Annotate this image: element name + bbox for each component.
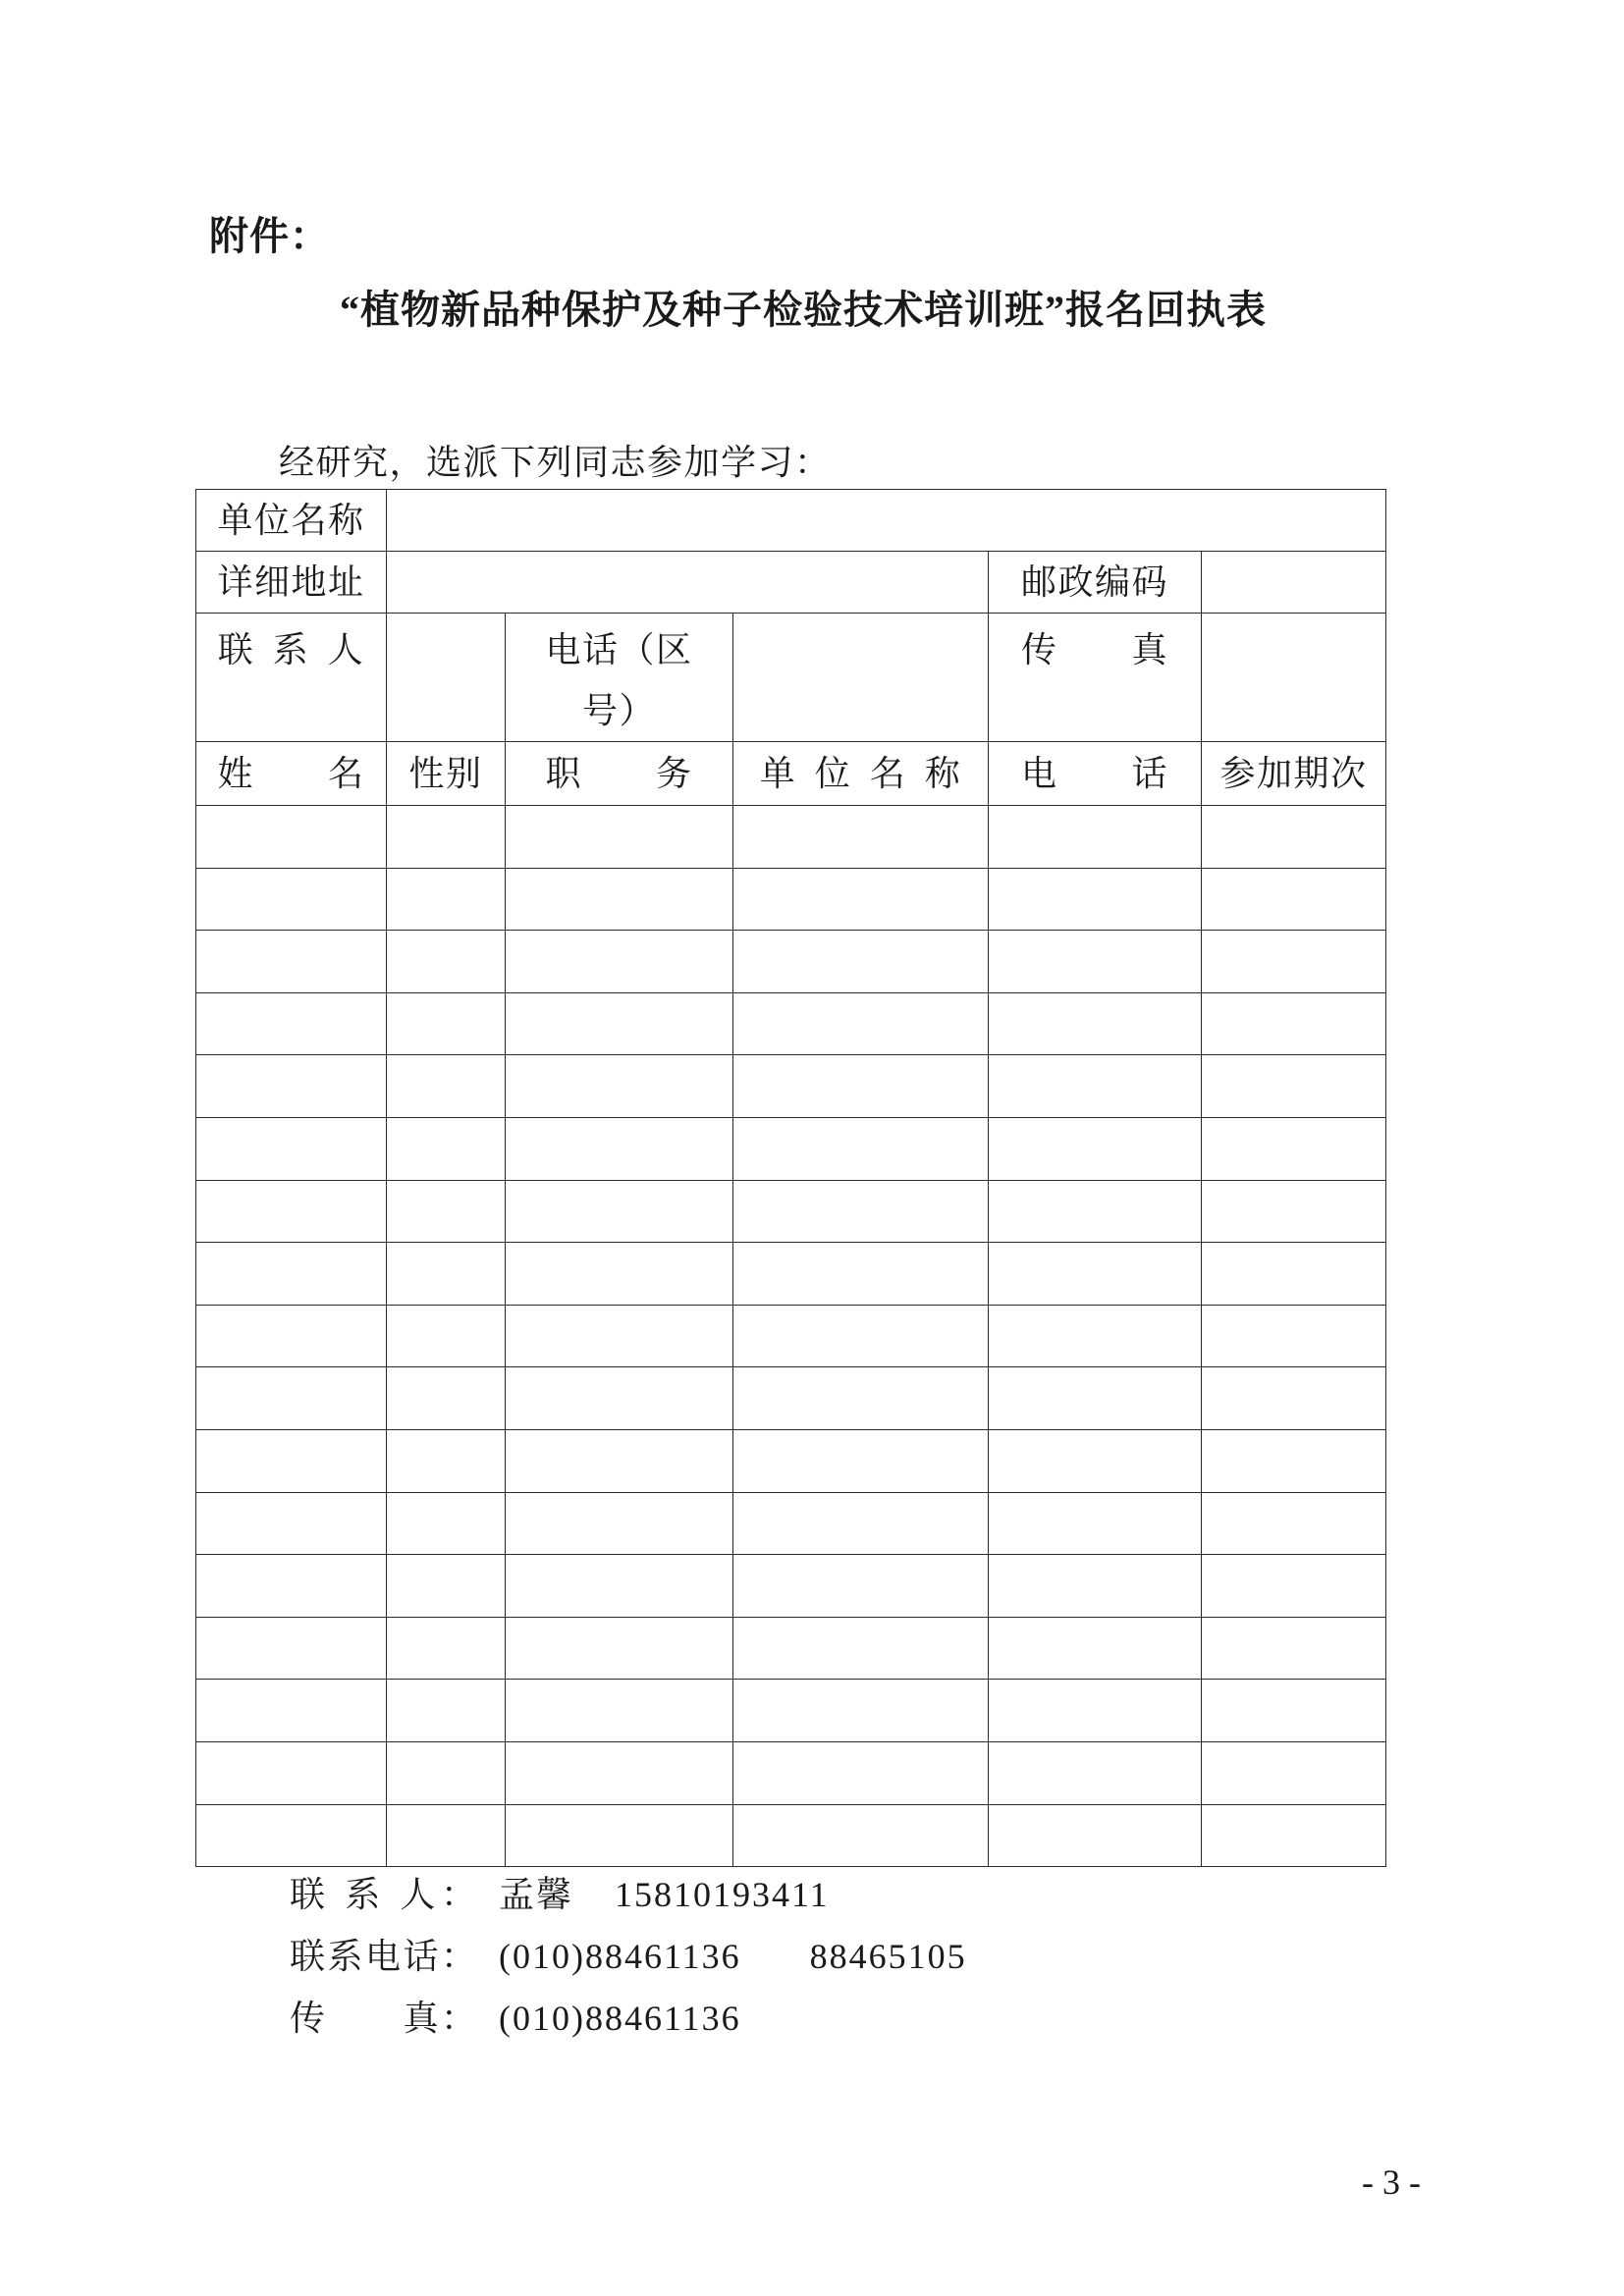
fax-number: (010)88461136 (499, 1999, 741, 2038)
participant-row (196, 1117, 1386, 1180)
participant-phone-cell (989, 1680, 1202, 1742)
participant-session-cell (1202, 1617, 1386, 1680)
participant-phone-cell (989, 1741, 1202, 1804)
contact-tel-line (290, 1926, 967, 1988)
fax-label: 传 真 (989, 614, 1202, 742)
participant-phone-cell (989, 1429, 1202, 1492)
participant-phone-cell (989, 1243, 1202, 1306)
participant-position-cell (506, 806, 733, 869)
participant-unit-cell (733, 1680, 989, 1742)
participant-unit-cell (733, 1741, 989, 1804)
participant-phone-cell (989, 1117, 1202, 1180)
participant-name-cell (196, 1555, 387, 1618)
participant-row (196, 1617, 1386, 1680)
participant-gender-cell (387, 931, 506, 993)
participant-unit-cell (733, 1243, 989, 1306)
participant-row (196, 1055, 1386, 1118)
participant-phone-cell (989, 931, 1202, 993)
unit-row (196, 490, 1386, 552)
participant-phone-cell (989, 1617, 1202, 1680)
participant-row (196, 931, 1386, 993)
participant-position-cell (506, 868, 733, 931)
contact-person-label: 联 系 人 (196, 614, 387, 742)
participant-row (196, 868, 1386, 931)
participant-name-cell (196, 1055, 387, 1118)
participant-session-cell (1202, 868, 1386, 931)
participant-position-cell (506, 992, 733, 1055)
participant-gender-cell (387, 1741, 506, 1804)
contact-fax-line (290, 1988, 967, 2050)
footer-fax-label: 传 真： (290, 1999, 476, 2038)
phone-area-code-label: 电话（区号） (506, 614, 733, 742)
participant-unit-cell (733, 1555, 989, 1618)
unit-name-value (387, 490, 1386, 552)
participant-name-cell (196, 1243, 387, 1306)
participant-phone-cell (989, 1367, 1202, 1430)
address-value (387, 552, 989, 614)
participant-row (196, 1305, 1386, 1367)
participant-name-cell (196, 1305, 387, 1367)
participant-phone-cell (989, 1555, 1202, 1618)
participant-phone-cell (989, 868, 1202, 931)
participant-gender-cell (387, 868, 506, 931)
participant-position-cell (506, 1367, 733, 1430)
participant-gender-cell (387, 1617, 506, 1680)
participant-gender-cell (387, 1305, 506, 1367)
participant-name-cell (196, 868, 387, 931)
participant-name-cell (196, 931, 387, 993)
participant-name-cell (196, 1680, 387, 1742)
column-header-name: 姓 名 (196, 742, 387, 806)
unit-name-label: 单位名称 (196, 490, 387, 552)
participant-position-cell (506, 1617, 733, 1680)
contact-row (196, 614, 1386, 742)
participant-gender-cell (387, 1555, 506, 1618)
intro-text: 经研究，选派下列同志参加学习： (279, 443, 832, 482)
participant-position-cell (506, 1305, 733, 1367)
participant-row (196, 1741, 1386, 1804)
participant-name-cell (196, 1804, 387, 1867)
participant-position-cell (506, 1741, 733, 1804)
participant-name-cell (196, 1429, 387, 1492)
participant-unit-cell (733, 1804, 989, 1867)
participant-unit-cell (733, 1492, 989, 1555)
participant-position-cell (506, 1680, 733, 1742)
tel-number-1: (010)88461136 (499, 1937, 741, 1976)
postcode-label: 邮政编码 (989, 552, 1202, 614)
column-header-phone: 电 话 (989, 742, 1202, 806)
participant-gender-cell (387, 1055, 506, 1118)
address-label: 详细地址 (196, 552, 387, 614)
column-header-session: 参加期次 (1202, 742, 1386, 806)
footer-contact-label: 联 系 人： (290, 1875, 476, 1914)
phone-value (733, 614, 989, 742)
participant-gender-cell (387, 992, 506, 1055)
postcode-value (1202, 552, 1386, 614)
participant-position-cell (506, 1804, 733, 1867)
participant-gender-cell (387, 806, 506, 869)
participant-name-cell (196, 1367, 387, 1430)
participant-position-cell (506, 1492, 733, 1555)
contact-person-line (290, 1864, 967, 1926)
participant-unit-cell (733, 1180, 989, 1243)
participant-position-cell (506, 1180, 733, 1243)
fax-value (1202, 614, 1386, 742)
participant-unit-cell (733, 1305, 989, 1367)
participant-row (196, 1429, 1386, 1492)
participant-row (196, 1492, 1386, 1555)
participant-gender-cell (387, 1680, 506, 1742)
participant-unit-cell (733, 868, 989, 931)
participant-name-cell (196, 1117, 387, 1180)
participant-header-row (196, 742, 1386, 806)
participant-phone-cell (989, 1305, 1202, 1367)
participant-row (196, 806, 1386, 869)
participant-gender-cell (387, 1117, 506, 1180)
tel-number-2: 88465105 (809, 1937, 967, 1976)
form-body (196, 490, 1386, 1867)
participant-name-cell (196, 1617, 387, 1680)
participant-position-cell (506, 1117, 733, 1180)
participant-unit-cell (733, 806, 989, 869)
participant-unit-cell (733, 1617, 989, 1680)
participant-gender-cell (387, 1180, 506, 1243)
participant-row (196, 1367, 1386, 1430)
participant-name-cell (196, 1180, 387, 1243)
participant-row (196, 1243, 1386, 1306)
participant-session-cell (1202, 992, 1386, 1055)
participant-position-cell (506, 1429, 733, 1492)
participant-row (196, 1555, 1386, 1618)
participant-unit-cell (733, 1117, 989, 1180)
contact-mobile: 15810193411 (615, 1875, 830, 1914)
participant-position-cell (506, 1055, 733, 1118)
contact-info (290, 1864, 967, 2050)
participant-session-cell (1202, 1555, 1386, 1618)
participant-row (196, 1680, 1386, 1742)
column-header-gender: 性别 (387, 742, 506, 806)
participant-session-cell (1202, 931, 1386, 993)
participant-session-cell (1202, 806, 1386, 869)
address-row (196, 552, 1386, 614)
participant-session-cell (1202, 1055, 1386, 1118)
participant-position-cell (506, 1243, 733, 1306)
participant-phone-cell (989, 1492, 1202, 1555)
page-number: - 3 - (1362, 2163, 1421, 2202)
participant-session-cell (1202, 1429, 1386, 1492)
participant-gender-cell (387, 1367, 506, 1430)
participant-unit-cell (733, 1429, 989, 1492)
participant-phone-cell (989, 1055, 1202, 1118)
participant-unit-cell (733, 1055, 989, 1118)
participant-phone-cell (989, 1180, 1202, 1243)
participant-gender-cell (387, 1243, 506, 1306)
participant-position-cell (506, 1555, 733, 1618)
participant-gender-cell (387, 1492, 506, 1555)
participant-phone-cell (989, 1804, 1202, 1867)
contact-name: 孟馨 (499, 1875, 574, 1914)
participant-position-cell (506, 931, 733, 993)
participant-row (196, 992, 1386, 1055)
registration-form-table (195, 489, 1386, 1867)
participant-session-cell (1202, 1367, 1386, 1430)
participant-unit-cell (733, 1367, 989, 1430)
participant-name-cell (196, 992, 387, 1055)
participant-session-cell (1202, 1243, 1386, 1306)
column-header-unit: 单 位 名 称 (733, 742, 989, 806)
participant-session-cell (1202, 1305, 1386, 1367)
participant-session-cell (1202, 1117, 1386, 1180)
contact-person-value (387, 614, 506, 742)
participant-session-cell (1202, 1680, 1386, 1742)
participant-name-cell (196, 1492, 387, 1555)
participant-name-cell (196, 806, 387, 869)
participant-name-cell (196, 1741, 387, 1804)
participant-gender-cell (387, 1804, 506, 1867)
participant-session-cell (1202, 1804, 1386, 1867)
participant-phone-cell (989, 806, 1202, 869)
footer-tel-label: 联系电话： (290, 1937, 476, 1976)
participant-session-cell (1202, 1741, 1386, 1804)
participant-unit-cell (733, 931, 989, 993)
participant-row (196, 1180, 1386, 1243)
column-header-position: 职 务 (506, 742, 733, 806)
attachment-label: 附件： (209, 214, 330, 258)
participant-row (196, 1804, 1386, 1867)
participant-gender-cell (387, 1429, 506, 1492)
participant-unit-cell (733, 992, 989, 1055)
participant-session-cell (1202, 1492, 1386, 1555)
participant-session-cell (1202, 1180, 1386, 1243)
participant-phone-cell (989, 992, 1202, 1055)
page-title: “植物新品种保护及种子检验技术培训班”报名回执表 (340, 288, 1267, 332)
